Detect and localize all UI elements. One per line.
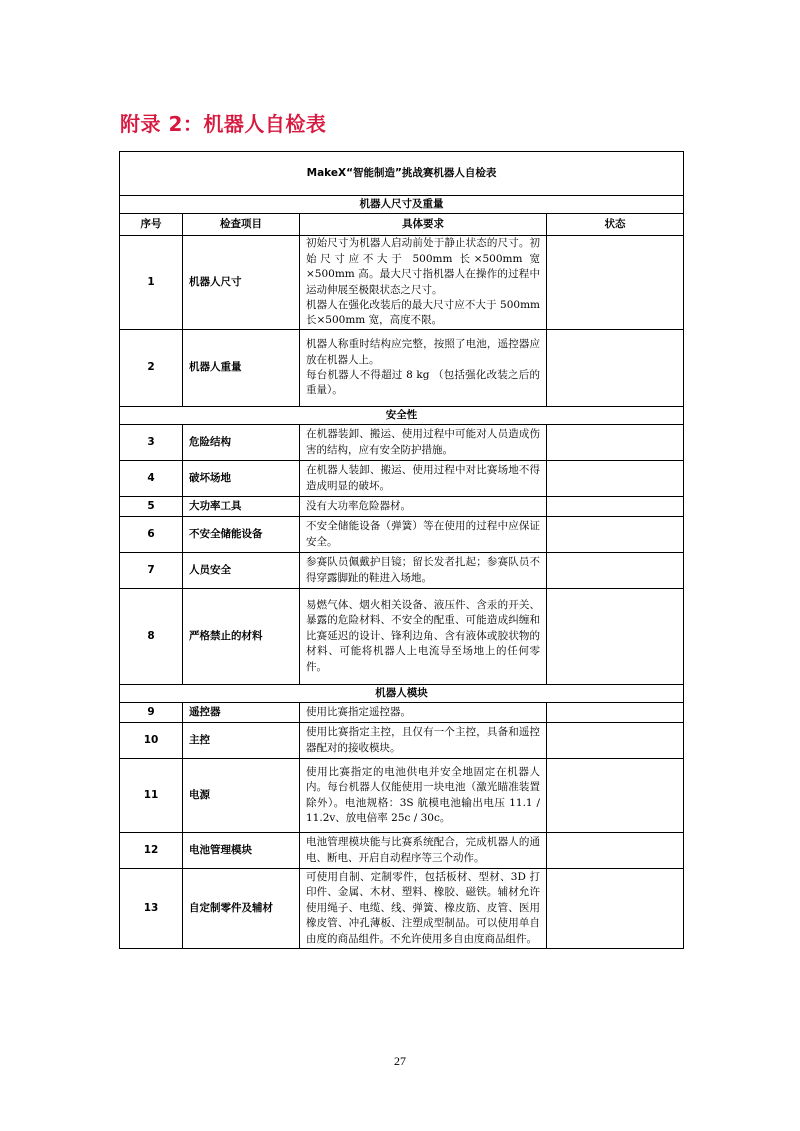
- row-number: 2: [120, 330, 183, 407]
- requirement-text: 初始尺寸为机器人启动前处于静止状态的尺寸。初始尺寸应不大于 500mm 长×500mm 宽×500mm 高。最大尺寸指机器人在操作的过程中运动伸展至极限状态之尺寸。: [306, 237, 540, 296]
- table-header-row: [120, 214, 684, 236]
- requirement-cell: [300, 723, 547, 759]
- table-row: [120, 759, 684, 833]
- row-number: 3: [120, 425, 183, 461]
- table-row: [120, 703, 684, 723]
- status-cell[interactable]: [547, 589, 684, 685]
- table-row: [120, 553, 684, 589]
- requirement-text: 在机器人装卸、搬运、使用过程中对比赛场地不得造成明显的破坏。: [306, 464, 540, 492]
- requirement-cell: [300, 833, 547, 869]
- row-number: 13: [120, 869, 183, 949]
- status-cell[interactable]: [547, 869, 684, 949]
- status-cell[interactable]: [547, 553, 684, 589]
- requirement-cell: [300, 589, 547, 685]
- row-number: 4: [120, 461, 183, 497]
- requirement-text: 电池管理模块能与比赛系统配合，完成机器人的通电、断电、开启自动程序等三个动作。: [306, 836, 540, 864]
- check-item: 危险结构: [183, 425, 300, 461]
- status-cell[interactable]: [547, 517, 684, 553]
- table-row: [120, 236, 684, 330]
- check-item: 不安全储能设备: [183, 517, 300, 553]
- table-row: [120, 869, 684, 949]
- section-title: 机器人尺寸及重量: [120, 196, 684, 214]
- table-row: [120, 425, 684, 461]
- table-row: [120, 589, 684, 685]
- check-item: 人员安全: [183, 553, 300, 589]
- requirement-cell: [300, 869, 547, 949]
- check-item: 严格禁止的材料: [183, 589, 300, 685]
- requirement-text: 机器人在强化改装后的最大尺寸应不大于 500mm 长×500mm 宽，高度不限。: [306, 298, 540, 327]
- requirement-text: 易燃气体、烟火相关设备、液压件、含汞的开关、暴露的危险材料、不安全的配重、可能造成纠缠和比赛延迟的设计、锋利边角、含有液体或胶状物的材料、可能将机器人上电流导至场地上的任何零件。: [306, 598, 540, 673]
- table-row: [120, 833, 684, 869]
- requirement-cell: [300, 236, 547, 330]
- row-number: 10: [120, 723, 183, 759]
- page-number: 27: [394, 1054, 406, 1068]
- header-status: 状态: [547, 214, 684, 236]
- status-cell[interactable]: [547, 425, 684, 461]
- section-row: [120, 407, 684, 425]
- check-item: 机器人尺寸: [183, 236, 300, 330]
- section-row: [120, 685, 684, 703]
- requirement-text: 可使用自制、定制零件，包括板材、型材、3D 打印件、金属、木材、塑料、橡胶、磁铁。辅材允许使用绳子、电缆、线、弹簧、橡皮筋、皮管、医用橡皮管、冲孔薄板、注塑成型制品。可以使用单自由度的商品组件。不允许使用多自由度商品组件。: [306, 870, 540, 945]
- status-cell[interactable]: [547, 723, 684, 759]
- table-row: [120, 461, 684, 497]
- check-item: 机器人重量: [183, 330, 300, 407]
- status-cell[interactable]: [547, 236, 684, 330]
- table-row: [120, 723, 684, 759]
- row-number: 5: [120, 497, 183, 517]
- check-item: 主控: [183, 723, 300, 759]
- requirement-text: 使用比赛指定的电池供电并安全地固定在机器人内。每台机器人仅能使用一块电池（激光瞄准装置除外）。电池规格：3S 航模电池输出电压 11.1 / 11.2v、放电倍率 25c / 30c。: [306, 765, 540, 824]
- row-number: 7: [120, 553, 183, 589]
- table-title-row: [120, 152, 684, 196]
- requirement-cell: [300, 517, 547, 553]
- requirement-cell: [300, 703, 547, 723]
- requirement-text: 参赛队员佩戴护目镜；留长发者扎起；参赛队员不得穿露脚趾的鞋进入场地。: [306, 556, 540, 584]
- check-item: 电源: [183, 759, 300, 833]
- requirement-text: 每台机器人不得超过 8 kg （包括强化改装之后的重量）。: [306, 369, 540, 397]
- check-item: 遥控器: [183, 703, 300, 723]
- status-cell[interactable]: [547, 759, 684, 833]
- requirement-text: 机器人称重时结构应完整，按照了电池，遥控器应放在机器人上。: [306, 338, 540, 366]
- requirement-cell: [300, 425, 547, 461]
- section-title: 安全性: [120, 407, 684, 425]
- section-row: [120, 196, 684, 214]
- table-title: MakeX“智能制造”挑战赛机器人自检表: [120, 152, 684, 196]
- requirement-text: 不安全储能设备（弹簧）等在使用的过程中应保证安全。: [306, 520, 540, 548]
- header-requirement: 具体要求: [300, 214, 547, 236]
- requirement-cell: [300, 553, 547, 589]
- row-number: 1: [120, 236, 183, 330]
- header-no: 序号: [120, 214, 183, 236]
- status-cell[interactable]: [547, 497, 684, 517]
- check-item: 大功率工具: [183, 497, 300, 517]
- header-item: 检查项目: [183, 214, 300, 236]
- appendix-title: 附录 2：机器人自检表: [120, 112, 327, 136]
- requirement-text: 使用比赛指定遥控器。: [306, 705, 411, 718]
- status-cell[interactable]: [547, 833, 684, 869]
- table-row: [120, 330, 684, 407]
- status-cell[interactable]: [547, 330, 684, 407]
- requirement-cell: [300, 461, 547, 497]
- requirement-text: 使用比赛指定主控，且仅有一个主控，具备和遥控器配对的接收模块。: [306, 726, 540, 754]
- check-item: 破坏场地: [183, 461, 300, 497]
- status-cell[interactable]: [547, 461, 684, 497]
- requirement-cell: [300, 759, 547, 833]
- row-number: 9: [120, 703, 183, 723]
- row-number: 8: [120, 589, 183, 685]
- status-cell[interactable]: [547, 703, 684, 723]
- self-check-table: [119, 151, 684, 949]
- table-row: [120, 517, 684, 553]
- requirement-text: 没有大功率危险器材。: [306, 499, 411, 512]
- requirement-text: 在机器装卸、搬运、使用过程中可能对人员造成伤害的结构，应有安全防护措施。: [306, 428, 540, 456]
- check-item: 自定制零件及辅材: [183, 869, 300, 949]
- row-number: 11: [120, 759, 183, 833]
- table-row: [120, 497, 684, 517]
- check-item: 电池管理模块: [183, 833, 300, 869]
- row-number: 6: [120, 517, 183, 553]
- row-number: 12: [120, 833, 183, 869]
- requirement-cell: [300, 497, 547, 517]
- section-title: 机器人模块: [120, 685, 684, 703]
- requirement-cell: [300, 330, 547, 407]
